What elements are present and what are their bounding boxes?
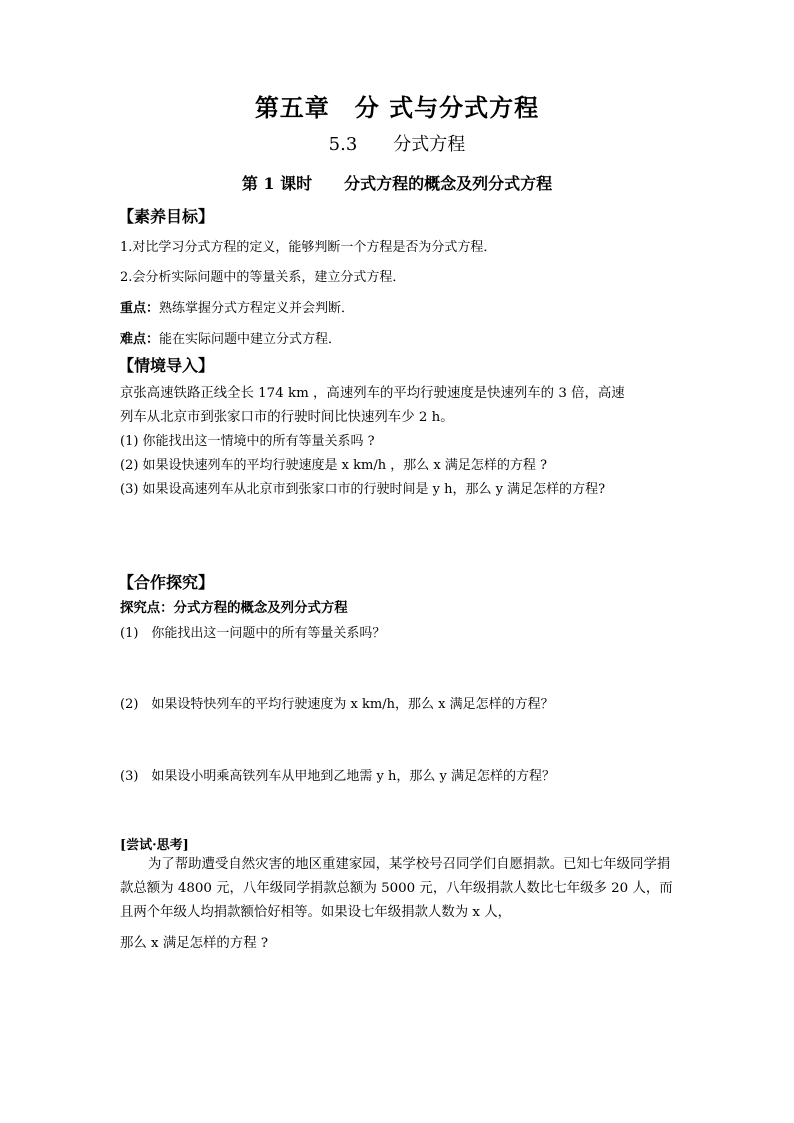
scenario-intro-line-1: 京张高速铁路正线全长 174 km ，高速列车的平均行驶速度是快速列车的 3 倍，高速 bbox=[120, 386, 625, 401]
try-think-heading: [尝试·思考] bbox=[120, 838, 189, 853]
difficulty-text: 能在实际问题中建立分式方程． bbox=[159, 332, 342, 347]
scenario-intro-line-2: 列车从北京市到张家口市的行驶时间比快速列车少 2 h。 bbox=[120, 410, 454, 425]
scenario-question-2: (2) 如果设快速列车的平均行驶速度是 x km/h ，那么 x 满足怎样的方程 ? bbox=[120, 458, 547, 473]
explore-question-2: (2) 如果设特快列车的平均行驶速度为 x km/h，那么 x 满足怎样的方程？ bbox=[120, 697, 554, 712]
scenario-heading: 【情境导入】 bbox=[118, 356, 215, 375]
key-point-label: 重点： bbox=[120, 301, 160, 316]
goal-item-1: 1.对比学习分式方程的定义，能够判断一个方程是否为分式方程． bbox=[120, 240, 497, 255]
explore-question-1: (1) 你能找出这一问题中的所有等量关系吗？ bbox=[120, 626, 386, 641]
lesson-title: 第 1 课时 分式方程的概念及列分式方程 bbox=[241, 174, 553, 193]
explore-heading: 【合作探究】 bbox=[118, 573, 215, 592]
try-think-paragraph bbox=[120, 853, 680, 925]
key-point bbox=[120, 297, 354, 316]
scenario-question-1: (1) 你能找出这一情境中的所有等量关系吗 ? bbox=[120, 434, 375, 449]
section-title: 5.3 分式方程 bbox=[328, 134, 466, 155]
try-think-last-line: 那么 x 满足怎样的方程 ? bbox=[120, 936, 269, 951]
goal-item-2: 2.会分析实际问题中的等量关系，建立分式方程． bbox=[120, 270, 406, 285]
key-point-text: 熟练掌握分式方程定义并会判断． bbox=[159, 301, 355, 316]
explore-point: 探究点：分式方程的概念及列分式方程 bbox=[120, 600, 348, 616]
explore-question-3: (3) 如果设小明乘高铁列车从甲地到乙地需 y h，那么 y 满足怎样的方程？ bbox=[120, 769, 556, 784]
difficulty bbox=[120, 328, 341, 347]
chapter-title: 第五章 分 式与分式方程 bbox=[254, 93, 540, 122]
scenario-question-3: (3) 如果设高速列车从北京市到张家口市的行驶时间是 y h，那么 y 满足怎样的方程? bbox=[120, 482, 606, 497]
goals-heading: 【素养目标】 bbox=[118, 207, 215, 226]
difficulty-label: 难点： bbox=[120, 332, 160, 347]
try-think-text: 为了帮助遭受自然灾害的地区重建家园，某学校号召同学们自愿捐款。已知七年级同学捐款总额为 4800 元，八年级同学捐款总额为 5000 元，八年级捐款人数比七年级多 20 人，而且两个年级人均捐款额恰好相等。如果设七年级捐款人数为 x 人， bbox=[120, 857, 673, 920]
